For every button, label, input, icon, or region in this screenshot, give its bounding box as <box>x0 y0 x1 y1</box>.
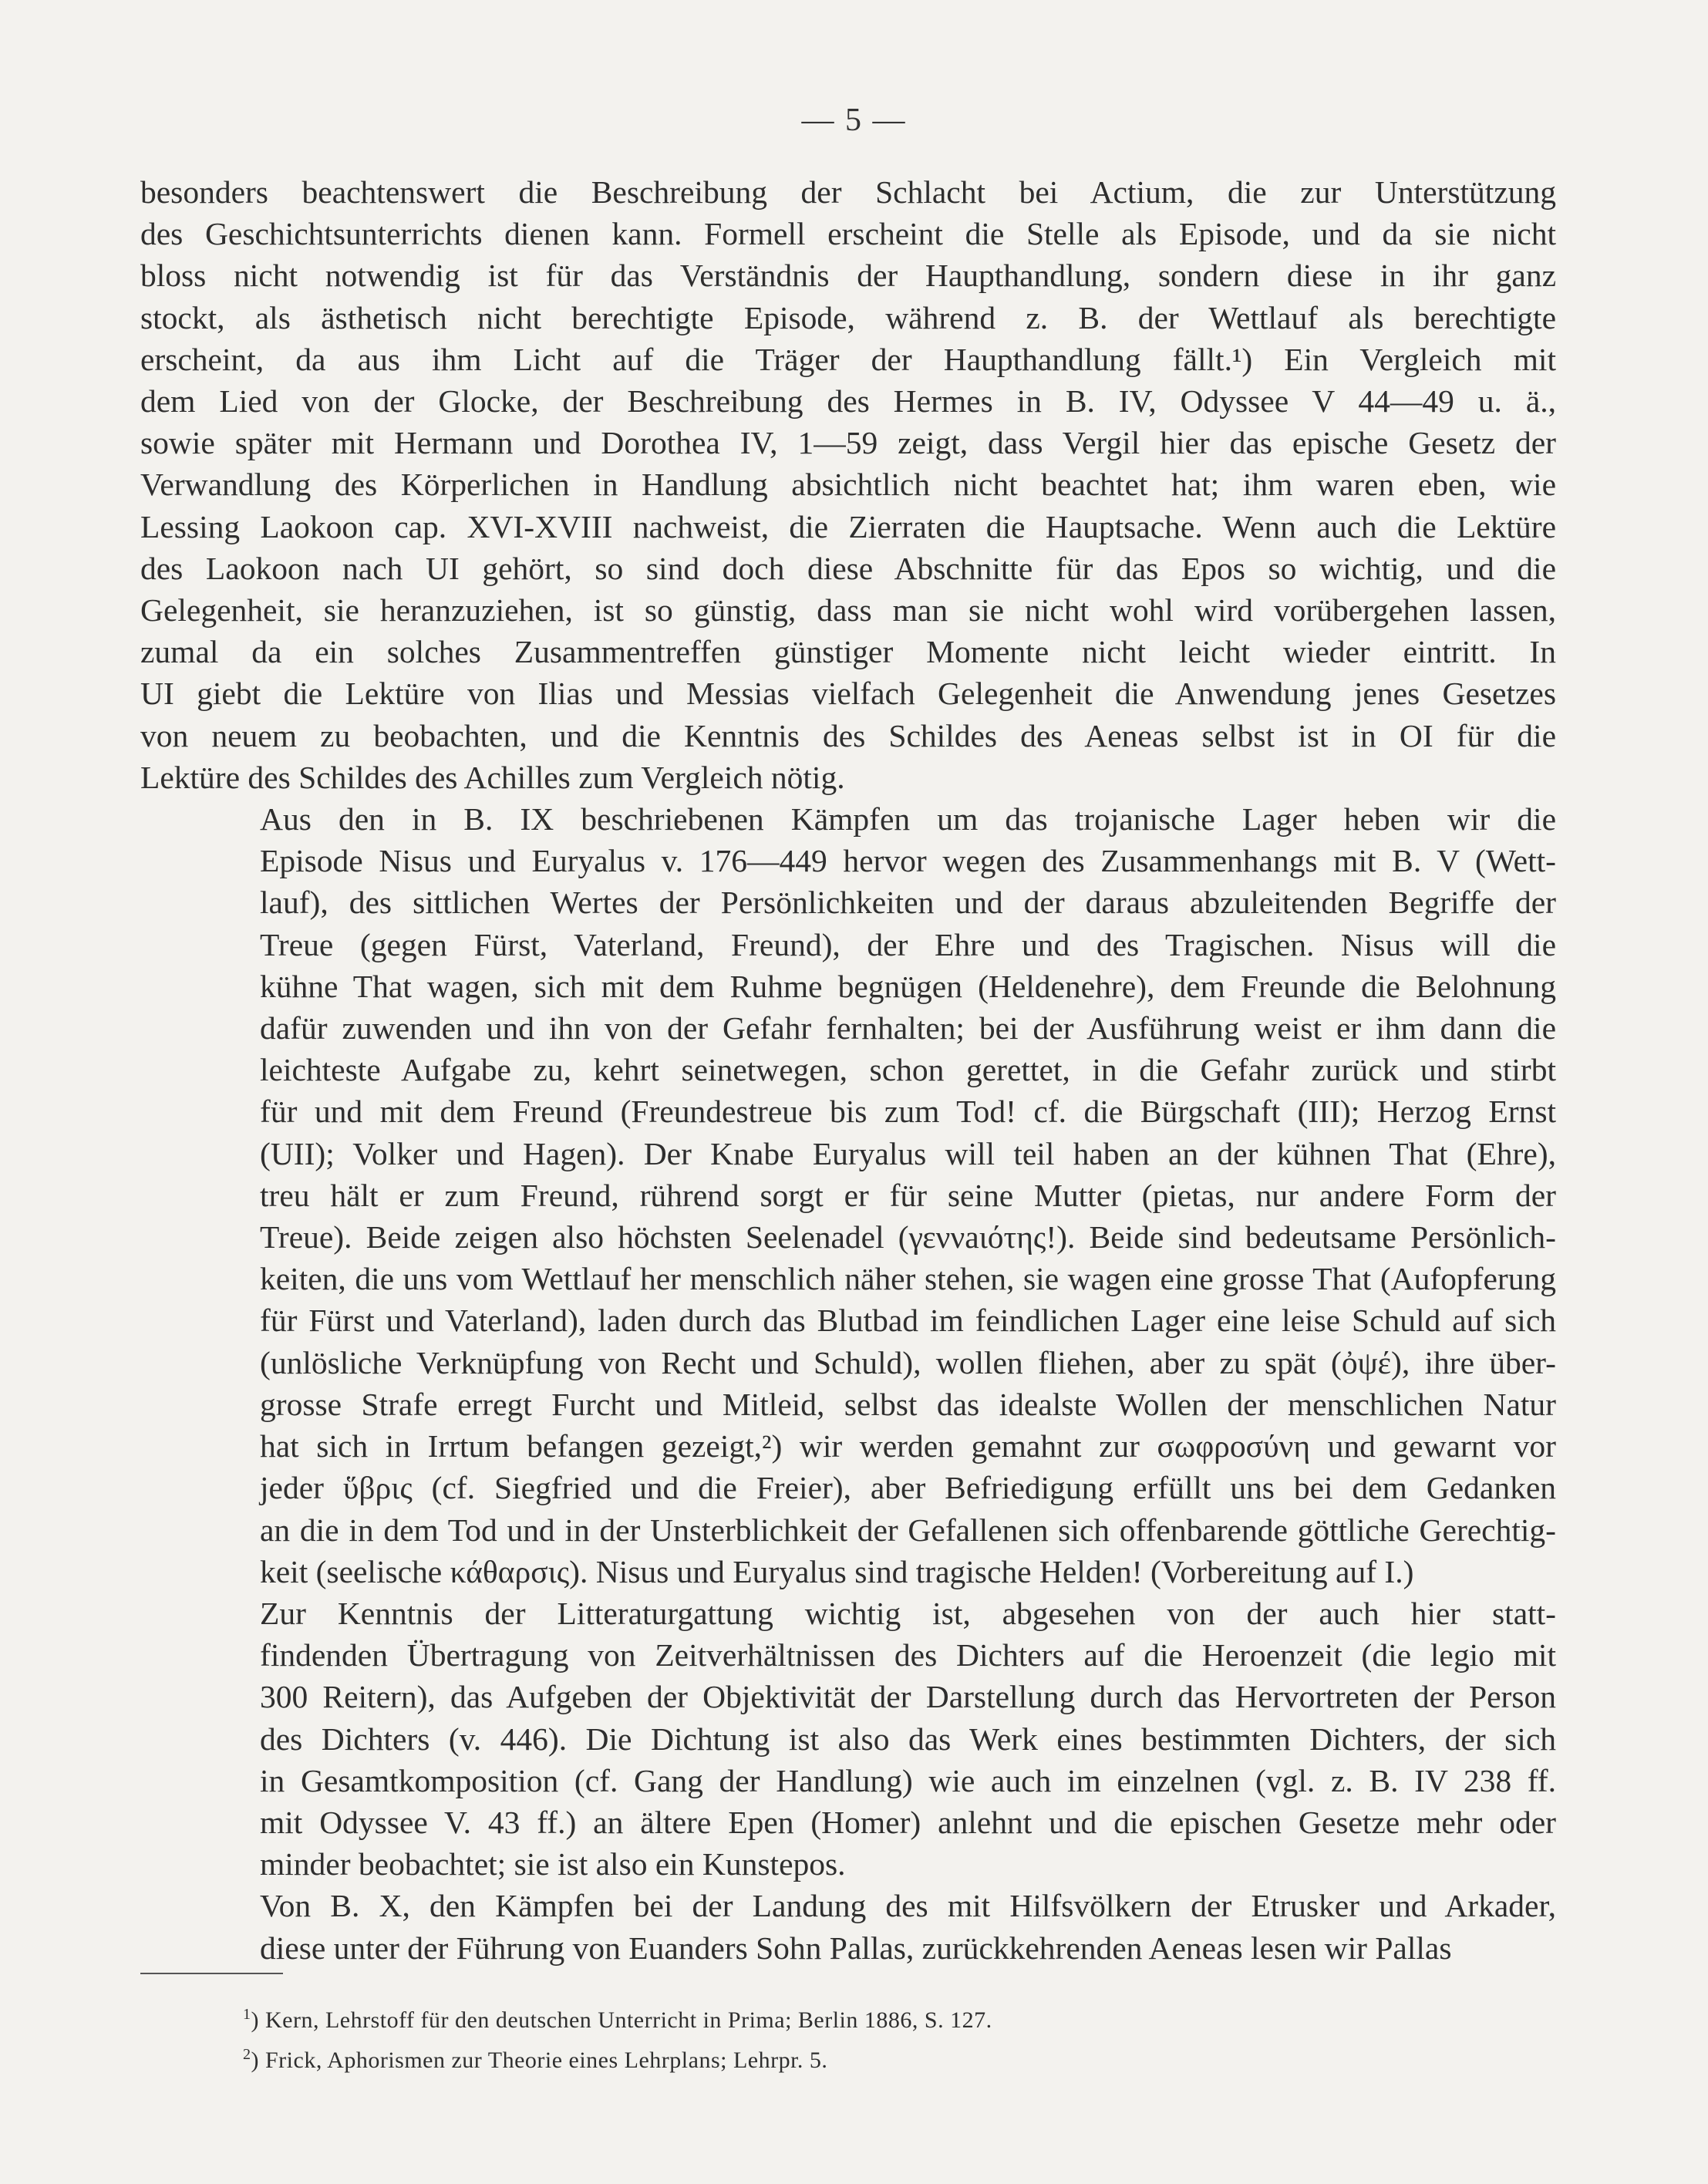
footnote-mark: 2 <box>243 2046 251 2063</box>
text-line: Lessing Laokoon cap. XVI-XVIII nachweist, die Zierraten die Hauptsache. Wenn auch die Lektüre <box>140 508 1556 544</box>
footnote-text: ) Kern, Lehrstoff für den deutschen Unterricht in Prima; Berlin 1886, S. 127. <box>251 2007 992 2033</box>
text-line: stockt, als ästhetisch nicht berechtigte Episode, während z. B. der Wettlauf als berechtigte <box>140 299 1556 335</box>
body-text <box>140 171 1556 1969</box>
text-line: bloss nicht notwendig ist für das Verständnis der Haupthandlung, sondern diese in ihr ganz <box>140 258 1556 294</box>
text-line: des Laokoon nach UI gehört, so sind doch diese Abschnitte für das Epos so wichtig, und die <box>140 550 1556 586</box>
page-number: — 5 — <box>801 103 907 138</box>
footnote-text: ) Frick, Aphorismen zur Theorie eines Lehrplans; Lehrpr. 5. <box>251 2048 828 2073</box>
text-line: erscheint, da aus ihm Licht auf die Träger der Haupthandlung fällt.¹) Ein Vergleich mit <box>140 341 1556 377</box>
text-line: Episode Nisus und Euryalus v. 176—449 hervor wegen des Zusammenhangs mit B. V (Wett- <box>260 843 1556 879</box>
text-line: keiten, die uns vom Wettlauf her menschlich näher stehen, sie wagen eine grosse That (Aufopferung <box>260 1261 1556 1297</box>
paragraph <box>140 798 1556 1592</box>
text-line: UI giebt die Lektüre von Ilias und Messias vielfach Gelegenheit die Anwendung jenes Gesetzes <box>140 676 1556 712</box>
text-line: für Fürst und Vaterland), laden durch das Blutbad im feindlichen Lager eine leise Schuld auf sich <box>260 1303 1556 1339</box>
paragraph <box>140 1592 1556 1885</box>
paragraph <box>140 1885 1556 1968</box>
footnote-mark: 1 <box>243 2006 251 2023</box>
text-line: von neuem zu beobachten, und die Kenntnis des Schildes des Aeneas selbst ist in OI für die <box>140 717 1556 753</box>
text-line: (UII); Volker und Hagen). Der Knabe Euryalus will teil haben an der kühnen That (Ehre), <box>260 1135 1556 1171</box>
text-line: diese unter der Führung von Euanders Sohn Pallas, zurückkehrenden Aeneas lesen wir Pallas <box>260 1930 1452 1966</box>
text-line: Zur Kenntnis der Litteraturgattung wichtig ist, abgesehen von der auch hier statt- <box>260 1595 1556 1631</box>
text-line: des Geschichtsunterrichts dienen kann. Formell erscheint die Stelle als Episode, und da sie nicht <box>140 216 1556 252</box>
text-line: leichteste Aufgabe zu, kehrt seinetwegen, schon gerettet, in die Gefahr zurück und stirbt <box>260 1052 1556 1088</box>
text-line: jeder ὕβρις (cf. Siegfried und die Freier), aber Befriedigung erfüllt uns bei dem Gedanken <box>260 1470 1556 1506</box>
footnote-2 <box>243 2037 1554 2078</box>
text-line: dem Lied von der Glocke, der Beschreibung des Hermes in B. IV, Odyssee V 44—49 u. ä., <box>140 383 1556 420</box>
text-line: (unlösliche Verknüpfung von Recht und Schuld), wollen fliehen, aber zu spät (ὀψέ), ihre über- <box>260 1344 1556 1380</box>
text-line: in Gesamtkomposition (cf. Gang der Handlung) wie auch im einzelnen (vgl. z. B. IV 238 ff. <box>260 1762 1556 1798</box>
text-line: mit Odyssee V. 43 ff.) an ältere Epen (Homer) anlehnt und die epischen Gesetze mehr oder <box>260 1804 1556 1840</box>
footnote-divider <box>140 1973 283 1974</box>
text-line: keit (seelische κάθαρσις). Nisus und Euryalus sind tragische Helden! (Vorbereitung auf I.) <box>260 1553 1414 1589</box>
text-line: Von B. X, den Kämpfen bei der Landung des mit Hilfsvölkern der Etrusker und Arkader, <box>260 1888 1556 1924</box>
text-line: kühne That wagen, sich mit dem Ruhme begnügen (Heldenehre), dem Freunde die Belohnung <box>260 968 1556 1004</box>
text-line: lauf), des sittlichen Wertes der Persönlichkeiten und der daraus abzuleitenden Begriffe der <box>260 885 1556 921</box>
text-line: besonders beachtenswert die Beschreibung der Schlacht bei Actium, die zur Unterstützung <box>140 174 1556 210</box>
text-line: Treue (gegen Fürst, Vaterland, Freund), der Ehre und des Tragischen. Nisus will die <box>260 926 1556 962</box>
text-line: findenden Übertragung von Zeitverhältnissen des Dichters auf die Heroenzeit (die legio mit <box>260 1637 1556 1673</box>
paragraph <box>140 171 1556 798</box>
text-line: Aus den in B. IX beschriebenen Kämpfen um das trojanische Lager heben wir die <box>260 801 1556 838</box>
footnotes <box>243 1997 1554 2078</box>
text-line: Gelegenheit, sie heranzuziehen, ist so günstig, dass man sie nicht wohl wird vorübergehen lassen, <box>140 592 1556 629</box>
text-line: dafür zuwenden und ihn von der Gefahr fernhalten; bei der Ausführung weist er ihm dann die <box>260 1010 1556 1046</box>
text-line: hat sich in Irrtum befangen gezeigt,²) wir werden gemahnt zur σωφροσύνη und gewarnt vor <box>260 1428 1556 1464</box>
text-line: Lektüre des Schildes des Achilles zum Vergleich nötig. <box>140 759 845 795</box>
text-line: treu hält er zum Freund, rührend sorgt er für seine Mutter (pietas, nur andere Form der <box>260 1177 1556 1213</box>
text-line: 300 Reitern), das Aufgeben der Objektivität der Darstellung durch das Hervortreten der Person <box>260 1679 1556 1715</box>
footnote-1 <box>243 1997 1554 2037</box>
text-line: zumal da ein solches Zusammentreffen günstiger Momente nicht leicht wieder eintritt. In <box>140 634 1556 670</box>
text-line: grosse Strafe erregt Furcht und Mitleid, selbst das idealste Wollen der menschlichen Natur <box>260 1386 1556 1422</box>
text-line: minder beobachtet; sie ist also ein Kunstepos. <box>260 1846 846 1882</box>
text-line: an die in dem Tod und in der Unsterblichkeit der Gefallenen sich offenbarende göttliche Gerechtig- <box>260 1512 1556 1548</box>
text-line: sowie später mit Hermann und Dorothea IV, 1—59 zeigt, dass Vergil hier das epische Gesetz der <box>140 425 1556 461</box>
text-line: Verwandlung des Körperlichen in Handlung absichtlich nicht beachtet hat; ihm waren eben, wie <box>140 467 1556 503</box>
text-line: des Dichters (v. 446). Die Dichtung ist also das Werk eines bestimmten Dichters, der sich <box>260 1721 1556 1757</box>
text-line: für und mit dem Freund (Freundestreue bis zum Tod! cf. die Bürgschaft (III); Herzog Ernst <box>260 1094 1556 1130</box>
text-line: Treue). Beide zeigen also höchsten Seelenadel (γεννaιότης!). Beide sind bedeutsame Persönlich- <box>260 1219 1556 1255</box>
